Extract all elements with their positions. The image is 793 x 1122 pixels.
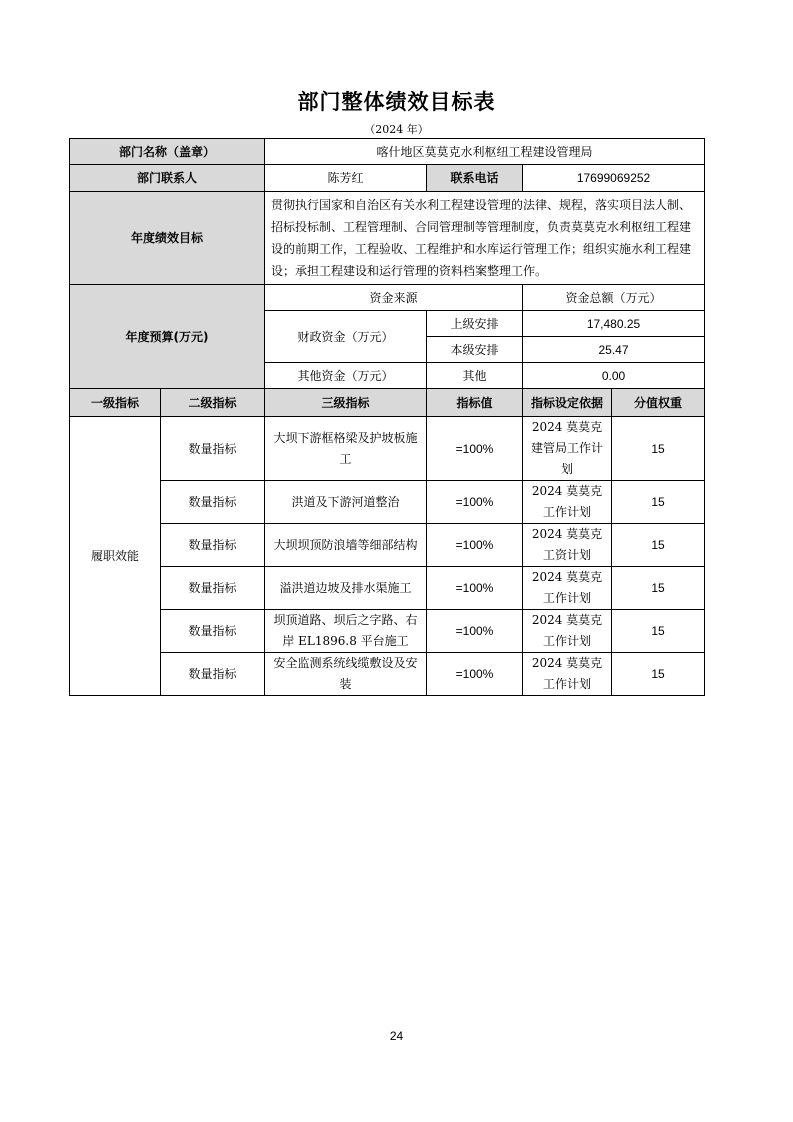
budget-upper-value: 17,480.25 [523, 311, 705, 337]
indicator-header-row [70, 389, 705, 417]
value-cell: =100% [427, 610, 523, 653]
level3-cell: 坝顶道路、坝后之字路、右岸 EL1896.8 平台施工 [265, 610, 427, 653]
weight-cell: 15 [612, 610, 705, 653]
budget-other-sub-label: 其他 [427, 363, 523, 389]
budget-other-label: 其他资金（万元） [265, 363, 427, 389]
year-subtitle: （2024 年） [364, 123, 429, 136]
budget-header-row [70, 285, 705, 311]
level3-cell: 大坝下游框格梁及护坡板施工 [265, 417, 427, 481]
header-level1: 一级指标 [70, 389, 161, 417]
table-row [70, 567, 705, 610]
contact-row [70, 165, 705, 192]
table-row [70, 524, 705, 567]
level3-cell: 洪道及下游河道整治 [265, 481, 427, 524]
level1-cell: 履职效能 [70, 417, 161, 696]
level2-cell: 数量指标 [161, 653, 265, 696]
level2-cell: 数量指标 [161, 417, 265, 481]
level3-cell: 溢洪道边坡及排水渠施工 [265, 567, 427, 610]
budget-source-header: 资金来源 [265, 285, 523, 311]
page-title: 部门整体绩效目标表 [297, 90, 496, 114]
header-value: 指标值 [427, 389, 523, 417]
dept-name-label: 部门名称（盖章） [70, 139, 265, 165]
basis-cell: 2024 莫莫克工作计划 [523, 481, 612, 524]
header-weight: 分值权重 [612, 389, 705, 417]
header-level2: 二级指标 [161, 389, 265, 417]
value-cell: =100% [427, 567, 523, 610]
table-row [70, 417, 705, 481]
basis-cell: 2024 莫莫克工作计划 [523, 610, 612, 653]
dept-name-row [70, 139, 705, 165]
basis-cell: 2024 莫莫克建管局工作计划 [523, 417, 612, 481]
level2-cell: 数量指标 [161, 524, 265, 567]
budget-upper-label: 上级安排 [427, 311, 523, 337]
goal-text: 贯彻执行国家和自治区有关水利工程建设管理的法律、规程，落实项目法人制、招标投标制、工程管理制、合同管理制等管理制度，负责莫莫克水利枢纽工程建设的前期工作，工程验收、工程维护和水库运行管理工作；组织实施水利工程建设；承担工程建设和运行管理的资料档案整理工作。 [265, 192, 705, 285]
table-row [70, 610, 705, 653]
table-row [70, 653, 705, 696]
performance-table [69, 138, 705, 696]
dept-name-value: 喀什地区莫莫克水利枢纽工程建设管理局 [265, 139, 705, 165]
level3-cell: 大坝坝顶防浪墙等细部结构 [265, 524, 427, 567]
goal-row [70, 192, 705, 285]
goal-label: 年度绩效目标 [70, 192, 265, 285]
header-level3: 三级指标 [265, 389, 427, 417]
budget-other-value: 0.00 [523, 363, 705, 389]
phone-value: 17699069252 [523, 165, 705, 192]
weight-cell: 15 [612, 481, 705, 524]
phone-label: 联系电话 [427, 165, 523, 192]
page-number: 24 [389, 1029, 404, 1043]
contact-label: 部门联系人 [70, 165, 265, 192]
level2-cell: 数量指标 [161, 567, 265, 610]
budget-label: 年度预算(万元) [70, 285, 265, 389]
level2-cell: 数量指标 [161, 481, 265, 524]
weight-cell: 15 [612, 567, 705, 610]
table-row [70, 481, 705, 524]
level3-cell: 安全监测系统线缆敷设及安装 [265, 653, 427, 696]
basis-cell: 2024 莫莫克工作计划 [523, 567, 612, 610]
budget-local-label: 本级安排 [427, 337, 523, 363]
level2-cell: 数量指标 [161, 610, 265, 653]
budget-total-header: 资金总额（万元） [523, 285, 705, 311]
contact-value: 陈芳红 [265, 165, 427, 192]
value-cell: =100% [427, 524, 523, 567]
value-cell: =100% [427, 653, 523, 696]
value-cell: =100% [427, 481, 523, 524]
basis-cell: 2024 莫莫克工作计划 [523, 653, 612, 696]
weight-cell: 15 [612, 524, 705, 567]
basis-cell: 2024 莫莫克工资计划 [523, 524, 612, 567]
budget-fiscal-label: 财政资金（万元） [265, 311, 427, 363]
value-cell: =100% [427, 417, 523, 481]
weight-cell: 15 [612, 417, 705, 481]
weight-cell: 15 [612, 653, 705, 696]
header-basis: 指标设定依据 [523, 389, 612, 417]
budget-local-value: 25.47 [523, 337, 705, 363]
